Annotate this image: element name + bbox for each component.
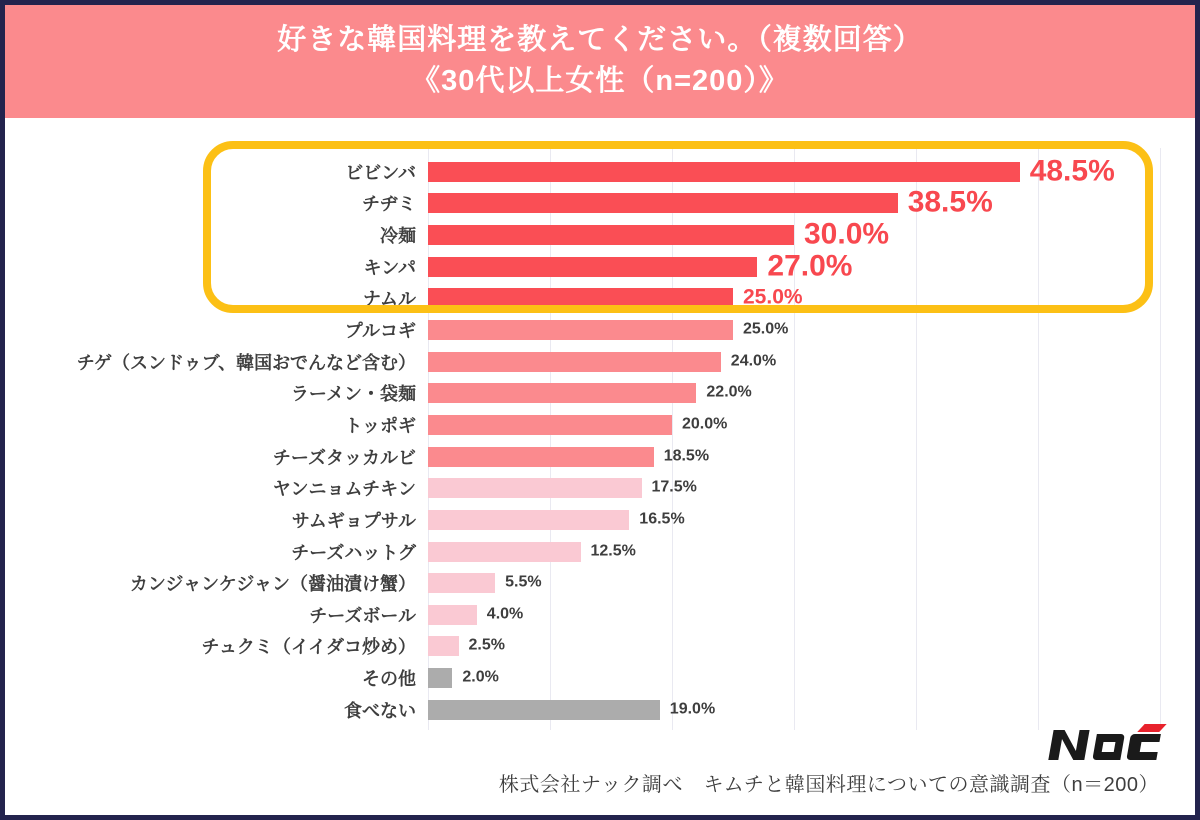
bar <box>428 352 721 372</box>
bar-track <box>428 415 1160 435</box>
bar-track <box>428 383 1160 403</box>
bar-row <box>5 472 1160 504</box>
bar-track <box>428 447 1160 467</box>
category-label: チゲ（スンドゥブ、韓国おでんなど含む） <box>76 352 416 373</box>
bar-row <box>5 599 1160 631</box>
value-label: 38.5% <box>907 185 993 219</box>
value-label: 25.0% <box>743 285 803 309</box>
title-line-1: 好きな韓国料理を教えてください。（複数回答） <box>277 24 923 56</box>
bar <box>428 415 672 435</box>
bar <box>428 257 757 277</box>
bar-track <box>428 573 1160 593</box>
bar-track <box>428 700 1160 720</box>
category-label: 冷麺 <box>380 226 416 247</box>
bar-chart <box>5 118 1195 815</box>
category-label: キンパ <box>363 257 416 278</box>
bar <box>428 447 654 467</box>
category-label: チーズボール <box>309 605 416 626</box>
value-label: 16.5% <box>639 510 685 528</box>
value-label: 12.5% <box>590 542 636 560</box>
bar <box>428 193 898 213</box>
bar-track <box>428 478 1160 498</box>
category-label: ビビンバ <box>345 162 416 183</box>
bar-row <box>5 662 1160 694</box>
bar-row <box>5 504 1160 536</box>
bar <box>428 605 477 625</box>
category-label: カンジャンケジャン（醤油漬け蟹） <box>129 574 416 595</box>
value-label: 17.5% <box>651 478 697 496</box>
category-label: 食べない <box>344 700 416 721</box>
logo-letter-a <box>1092 734 1125 760</box>
category-label: チーズタッカルビ <box>272 447 416 468</box>
category-label: トッポギ <box>344 415 416 436</box>
value-label: 5.5% <box>505 573 542 591</box>
bar <box>428 478 642 498</box>
title-line-2: 《30代以上女性（n=200）》 <box>411 65 789 97</box>
header-banner <box>5 5 1195 118</box>
value-label: 18.5% <box>663 447 710 465</box>
category-label: プルコギ <box>344 321 416 342</box>
bar-row <box>5 314 1160 346</box>
bar <box>428 162 1020 182</box>
logo-letter-c <box>1126 734 1161 760</box>
logo-red-accent <box>1137 724 1166 732</box>
category-label: ヤンニョムチキン <box>272 479 416 500</box>
bar-row <box>5 219 1160 251</box>
bar-row <box>5 377 1160 409</box>
bar-track <box>428 154 1160 188</box>
bar <box>428 510 629 530</box>
bar-track <box>428 185 1160 219</box>
logo-letter-n <box>1048 730 1089 760</box>
bar-track <box>428 249 1160 283</box>
bar-row <box>5 156 1160 188</box>
bar-row <box>5 631 1160 663</box>
value-label: 25.0% <box>743 320 789 338</box>
bar-track <box>428 605 1160 625</box>
bar <box>428 383 696 403</box>
bar-row <box>5 185 1160 220</box>
bar-row <box>5 283 1160 315</box>
value-label: 2.0% <box>462 668 499 686</box>
bar-track <box>428 320 1160 340</box>
bar <box>428 668 452 688</box>
bar-track <box>428 668 1160 688</box>
bar-track <box>428 217 1160 251</box>
nac-logo <box>1047 722 1167 764</box>
bar-rows <box>5 156 1160 726</box>
bar-row <box>5 536 1160 568</box>
value-label: 27.0% <box>767 249 853 283</box>
value-label: 30.0% <box>804 217 890 251</box>
value-label: 20.0% <box>681 415 728 433</box>
source-credit: 株式会社ナック調べ キムチと韓国料理についての意識調査（n＝200） <box>498 774 1159 796</box>
bar-row <box>5 409 1160 441</box>
bar-row <box>5 441 1160 473</box>
bar <box>428 636 459 656</box>
category-label: その他 <box>362 669 416 690</box>
bar-track <box>428 510 1160 530</box>
bar-row <box>5 251 1160 283</box>
nac-logo-icon <box>1047 722 1167 764</box>
gridline <box>1160 148 1161 730</box>
value-label: 2.5% <box>468 637 505 655</box>
bar-track <box>428 352 1160 372</box>
bar <box>428 700 660 720</box>
category-label: チヂミ <box>362 194 416 215</box>
bar-track <box>428 542 1160 562</box>
bar <box>428 573 495 593</box>
bar-row <box>5 346 1160 378</box>
bar-row <box>5 567 1160 599</box>
bar-track <box>428 636 1160 656</box>
category-label: チーズハットグ <box>291 542 416 563</box>
bar <box>428 288 733 308</box>
value-label: 22.0% <box>706 383 752 401</box>
value-label: 19.0% <box>669 700 716 718</box>
category-label: ラーメン・袋麺 <box>290 384 416 405</box>
value-label: 24.0% <box>730 352 777 370</box>
category-label: ナムル <box>362 289 416 310</box>
category-label: チュクミ（イイダコ炒め） <box>201 637 416 658</box>
value-label: 48.5% <box>1029 154 1115 188</box>
bar <box>428 320 733 340</box>
bar <box>428 542 581 562</box>
bar-track <box>428 285 1160 309</box>
value-label: 4.0% <box>486 605 524 623</box>
bar <box>428 225 794 245</box>
bar-row <box>5 694 1160 726</box>
category-label: サムギョプサル <box>291 510 416 531</box>
